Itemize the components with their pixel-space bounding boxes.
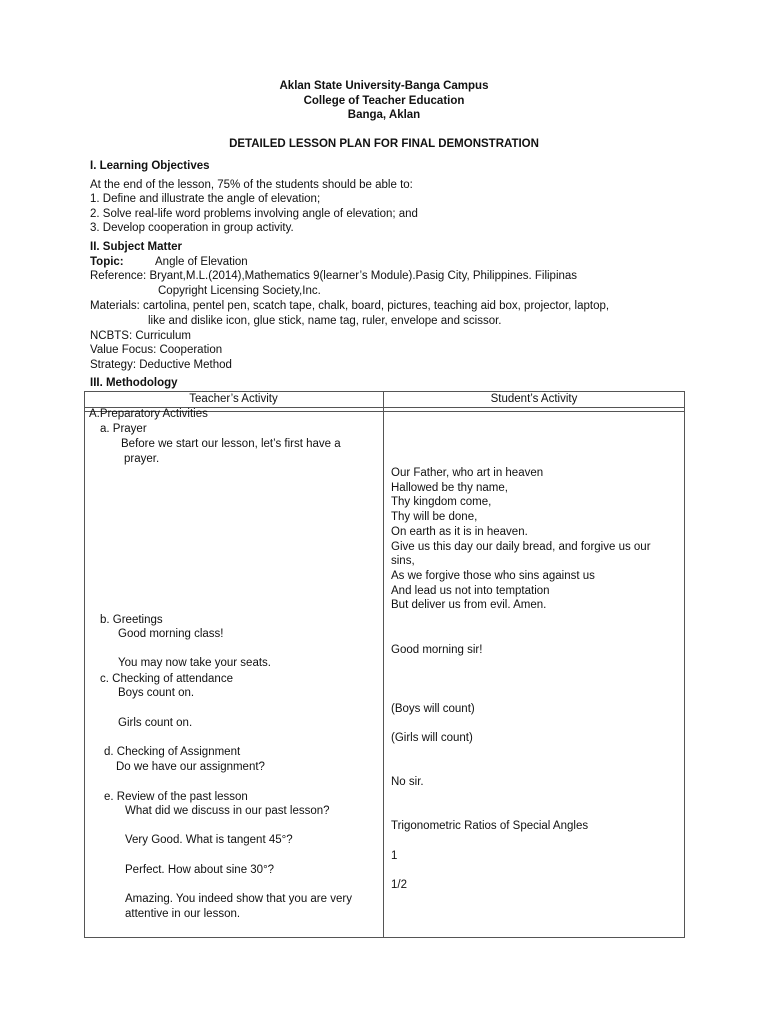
teacher-line: Do we have our assignment? bbox=[116, 761, 265, 773]
materials-line: Materials: cartolina, pentel pen, scatch tape, chalk, board, pictures, teaching aid box, projector, laptop, bbox=[90, 300, 610, 312]
teacher-line: prayer. bbox=[124, 453, 160, 465]
student-line: Give us this day our daily bread, and forgive us our bbox=[391, 541, 651, 553]
student-line: Good morning sir! bbox=[391, 644, 483, 656]
objectives-heading: I. Learning Objectives bbox=[90, 160, 210, 172]
teacher-line: A.Preparatory Activities bbox=[89, 408, 208, 420]
teacher-line: Before we start our lesson, let’s first have a bbox=[121, 438, 341, 450]
objective-item: 2. Solve real-life word problems involving angle of elevation; and bbox=[90, 208, 418, 220]
topic-value: Angle of Elevation bbox=[155, 256, 248, 268]
teacher-line: Very Good. What is tangent 45°? bbox=[125, 834, 293, 846]
subject-heading: II. Subject Matter bbox=[90, 241, 183, 253]
table-border-top bbox=[84, 391, 685, 392]
teacher-line: Amazing. You indeed show that you are very bbox=[125, 893, 352, 905]
ncbts-line: NCBTS: Curriculum bbox=[90, 330, 191, 342]
teacher-line: a. Prayer bbox=[100, 423, 147, 435]
student-line: 1/2 bbox=[391, 879, 407, 891]
column-header-student: Student’s Activity bbox=[490, 393, 578, 405]
objective-item: 1. Define and illustrate the angle of elevation; bbox=[90, 193, 321, 205]
teacher-line: Perfect. How about sine 30°? bbox=[125, 864, 275, 876]
student-line: And lead us not into temptation bbox=[391, 585, 550, 597]
teacher-line: d. Checking of Assignment bbox=[104, 746, 241, 758]
student-line: Thy will be done, bbox=[391, 511, 478, 523]
college-name: College of Teacher Education bbox=[303, 95, 465, 107]
student-line: (Girls will count) bbox=[391, 732, 473, 744]
table-border-bottom bbox=[84, 937, 685, 938]
student-line: (Boys will count) bbox=[391, 703, 475, 715]
student-line: Our Father, who art in heaven bbox=[391, 467, 544, 479]
value-focus-line: Value Focus: Cooperation bbox=[90, 344, 223, 356]
topic-label: Topic: bbox=[90, 256, 124, 268]
column-header-teacher: Teacher’s Activity bbox=[189, 393, 278, 405]
teacher-line: Girls count on. bbox=[118, 717, 193, 729]
teacher-line: Boys count on. bbox=[118, 687, 195, 699]
methodology-heading: III. Methodology bbox=[90, 377, 178, 389]
teacher-line: What did we discuss in our past lesson? bbox=[125, 805, 330, 817]
objective-item: 3. Develop cooperation in group activity. bbox=[90, 222, 294, 234]
document-title: DETAILED LESSON PLAN FOR FINAL DEMONSTRATION bbox=[229, 138, 539, 150]
student-line: Hallowed be thy name, bbox=[391, 482, 508, 494]
student-line: But deliver us from evil. Amen. bbox=[391, 599, 547, 611]
student-line: As we forgive those who sins against us bbox=[391, 570, 595, 582]
reference-line: Copyright Licensing Society,Inc. bbox=[158, 285, 321, 297]
teacher-line: e. Review of the past lesson bbox=[104, 791, 248, 803]
student-line: Trigonometric Ratios of Special Angles bbox=[391, 820, 589, 832]
teacher-line: b. Greetings bbox=[100, 614, 163, 626]
teacher-line: Good morning class! bbox=[118, 628, 224, 640]
student-line: No sir. bbox=[391, 776, 424, 788]
student-line: On earth as it is in heaven. bbox=[391, 526, 528, 538]
teacher-line: c. Checking of attendance bbox=[100, 673, 233, 685]
student-line: sins, bbox=[391, 555, 415, 567]
table-column-divider bbox=[383, 391, 384, 938]
table-border-right bbox=[684, 391, 685, 938]
student-line: Thy kingdom come, bbox=[391, 496, 492, 508]
university-name: Aklan State University-Banga Campus bbox=[279, 80, 489, 92]
table-border-left bbox=[84, 391, 85, 938]
campus-location: Banga, Aklan bbox=[347, 109, 421, 121]
objectives-intro: At the end of the lesson, 75% of the students should be able to: bbox=[90, 179, 413, 191]
teacher-line: attentive in our lesson. bbox=[125, 908, 241, 920]
strategy-line: Strategy: Deductive Method bbox=[90, 359, 232, 371]
teacher-line: You may now take your seats. bbox=[118, 657, 271, 669]
materials-line: like and dislike icon, glue stick, name tag, ruler, envelope and scissor. bbox=[148, 315, 502, 327]
reference-line: Reference: Bryant,M.L.(2014),Mathematics 9(learner’s Module).Pasig City, Philippines. Filipinas bbox=[90, 270, 578, 282]
student-line: 1 bbox=[391, 850, 398, 862]
